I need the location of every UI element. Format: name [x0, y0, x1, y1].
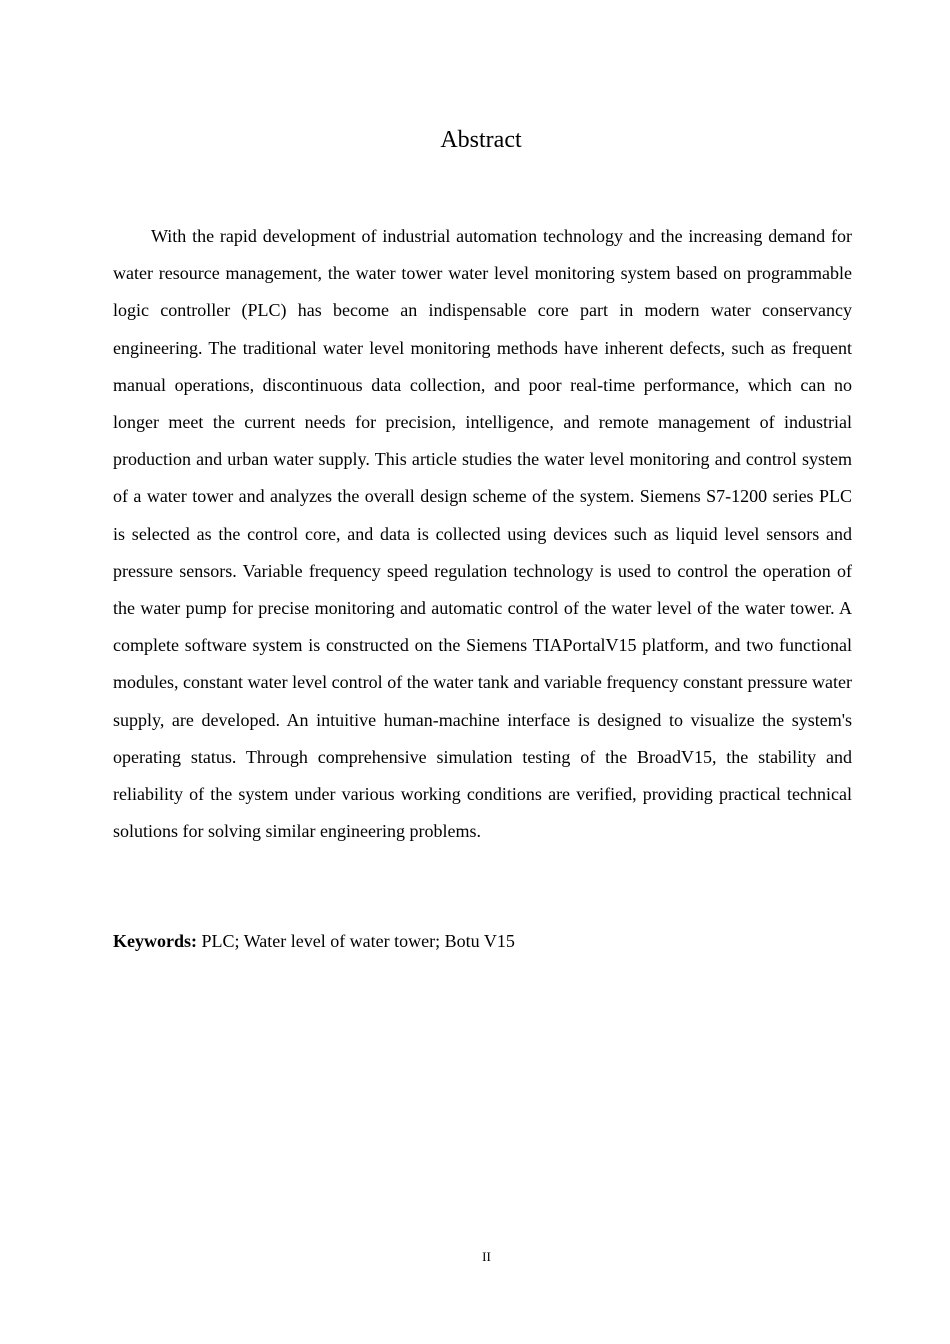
page-title: Abstract — [440, 127, 522, 153]
keywords-value: PLC; Water level of water tower; Botu V15 — [201, 931, 515, 951]
abstract-paragraph: With the rapid development of industrial automation technology and the increasing demand for water resource management, the water tower water level monitoring system based on programmable logic controller (PLC) has become an indispensable core part in modern water conservancy engineering. The traditional water level monitoring methods have inherent defects, such as frequent manual operations, discontinuous data collection, and poor real-time performance, which can no longer meet the current needs for precision, intelligence, and remote management of industrial production and urban water supply. This article studies the water level monitoring and control system of a water tower and analyzes the overall design scheme of the system. Siemens S7-1200 series PLC is selected as the control core, and data is collected using devices such as liquid level sensors and pressure sensors. Variable frequency speed regulation technology is used to control the operation of the water pump for precise monitoring and automatic control of the water level of the water tower. A complete software system is constructed on the Siemens TIAPortalV15 platform, and two functional modules, constant water level control of the water tank and variable frequency constant pressure water supply, are developed. An intuitive human-machine interface is designed to visualize the system's operating status. Through comprehensive simulation testing of the BroadV15, the stability and reliability of the system under various working conditions are verified, providing practical technical solutions for solving similar engineering problems. — [113, 226, 852, 842]
page-number: II — [482, 1249, 491, 1264]
keywords-line — [113, 923, 852, 960]
keywords-label: Keywords: — [113, 931, 197, 951]
